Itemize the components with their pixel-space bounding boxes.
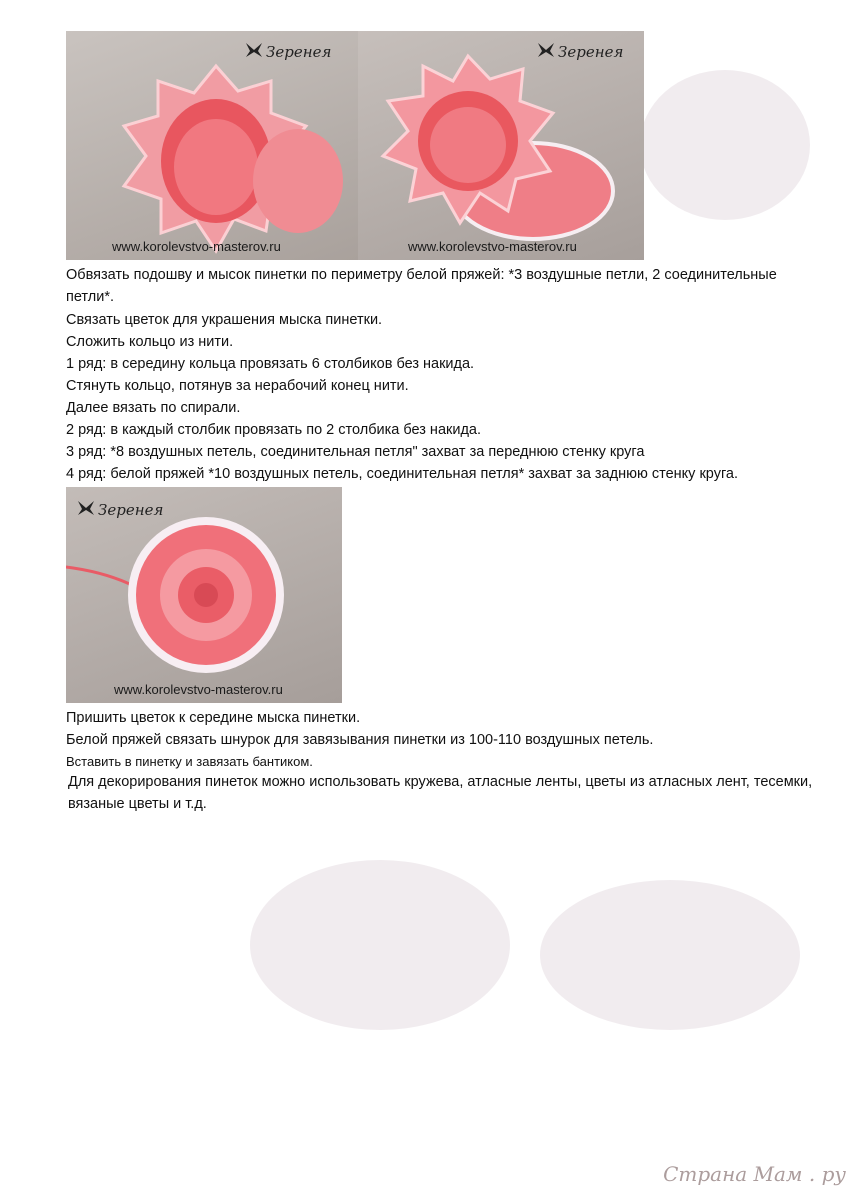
photo-flower — [66, 487, 342, 703]
photo-logo: Зеренея — [558, 43, 624, 61]
photo-bootie-2 — [358, 31, 644, 260]
bee-logo-icon — [244, 41, 264, 59]
text-line: 3 ряд: *8 воздушных петель, соединительная петля" захват за переднюю стенку круга — [66, 444, 645, 460]
photo-caption: www.korolevstvo-masterov.ru — [112, 239, 281, 254]
photo-logo: Зеренея — [98, 501, 164, 519]
bee-logo-icon — [76, 499, 96, 517]
crochet-flower — [128, 517, 284, 673]
text-line: вязаные цветы и т.д. — [68, 796, 207, 812]
photo-caption: www.korolevstvo-masterov.ru — [408, 239, 577, 254]
text-line: петли*. — [66, 289, 114, 305]
bleed-through-shape — [540, 880, 800, 1030]
bee-logo-icon — [536, 41, 556, 59]
bootie-illustration — [66, 31, 358, 260]
bleed-through-shape — [640, 70, 810, 220]
yarn-tail — [66, 567, 136, 587]
text-line: Для декорирования пинеток можно использовать кружева, атласные ленты, цветы из атласных лент, тесемки, — [68, 774, 813, 790]
text-line: Стянуть кольцо, потянув за нерабочий конец нити. — [66, 378, 409, 394]
site-watermark: Страна Мам . ру — [663, 1162, 846, 1186]
text-line: Далее вязать по спирали. — [66, 400, 241, 416]
text-line: 4 ряд: белой пряжей *10 воздушных петель, соединительная петля* захват за заднюю стенку круга. — [66, 466, 739, 482]
text-line: Связать цветок для украшения мыска пинетки. — [66, 312, 383, 328]
text-line: 1 ряд: в середину кольца провязать 6 столбиков без накида. — [66, 356, 475, 372]
text-line: Пришить цветок к середине мыска пинетки. — [66, 710, 361, 726]
text-line: 2 ряд: в каждый столбик провязать по 2 столбика без накида. — [66, 422, 481, 438]
flower-illustration — [66, 487, 342, 703]
photo-bootie-1 — [66, 31, 358, 260]
text-line: Обвязать подошву и мысок пинетки по периметру белой пряжей: *3 воздушные петли, 2 соединительные — [66, 267, 777, 283]
photo-logo: Зеренея — [266, 43, 332, 61]
text-line: Сложить кольцо из нити. — [66, 334, 234, 350]
bootie-illustration — [358, 31, 644, 260]
photo-caption: www.korolevstvo-masterov.ru — [114, 682, 283, 697]
sole — [253, 129, 343, 233]
bleed-through-shape — [250, 860, 510, 1030]
text-line: Белой пряжей связать шнурок для завязывания пинетки из 100-110 воздушных петель. — [66, 732, 654, 748]
text-line: Вставить в пинетку и завязать бантиком. — [66, 754, 313, 769]
